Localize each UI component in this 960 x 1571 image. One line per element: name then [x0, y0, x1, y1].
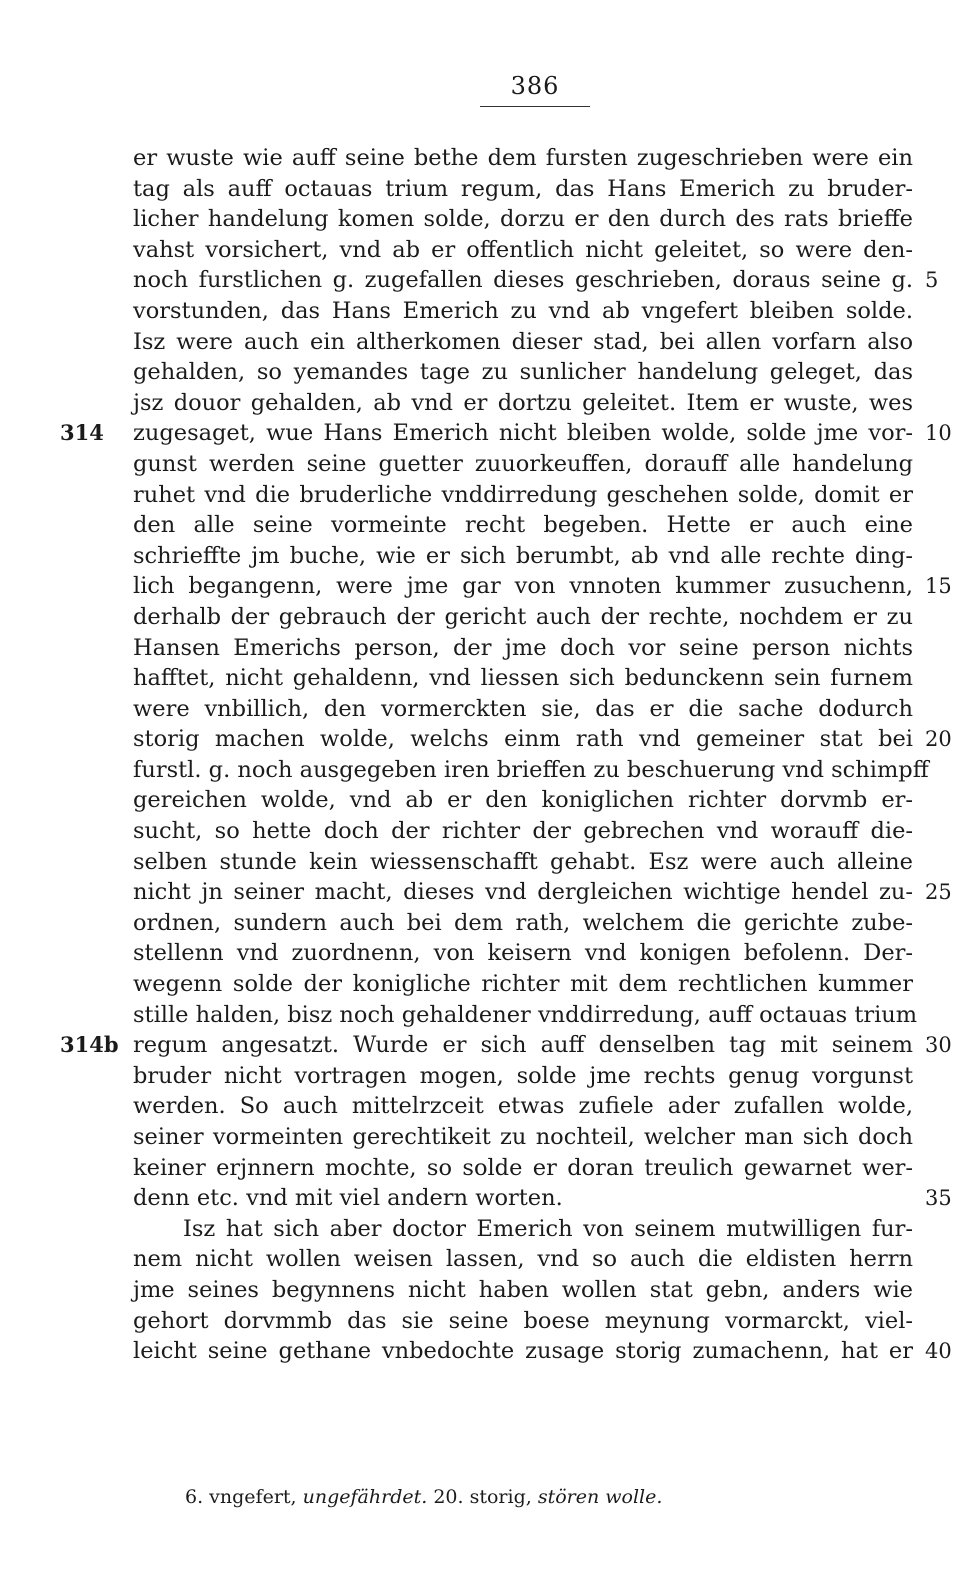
line-text: gehalden, so yemandes tage zu sunlicher handelung geleget, das — [133, 359, 913, 386]
manuscript-folio-marker: 314b — [60, 1032, 119, 1058]
line-number: 40 — [925, 1339, 952, 1364]
text-line — [133, 510, 913, 541]
line-text: den alle seine vormeinte recht begeben. Hette er auch eine — [133, 512, 913, 539]
text-line — [133, 327, 913, 358]
text-line — [133, 1091, 913, 1122]
text-line — [133, 388, 913, 419]
text-line — [133, 877, 952, 908]
text-line — [133, 174, 913, 205]
text-line — [133, 204, 913, 235]
text-line — [133, 265, 939, 296]
line-text: gunst werden seine guetter zuuorkeuffen, dorauff alle handelung — [133, 450, 913, 477]
line-text: vahst vorsichert, vnd ab er offentlich nicht geleitet, so were den- — [133, 236, 913, 263]
line-text: Isz were auch ein altherkomen dieser stad, bei allen vorfarn also — [133, 328, 913, 355]
line-text: noch furstlichen g. zugefallen dieses geschrieben, doraus seine g. — [133, 267, 913, 294]
line-number: 20 — [925, 727, 952, 752]
line-text: denn etc. vnd mit viel andern worten. — [133, 1185, 563, 1212]
text-line — [133, 785, 913, 816]
line-text: tag als auff octauas trium regum, das Hans Emerich zu bruder- — [133, 175, 913, 202]
line-text: leicht seine gethane vnbedochte zusage storig zumachenn, hat er — [133, 1338, 913, 1365]
line-text: seiner vormeinten gerechtikeit zu nochteil, welcher man sich doch — [133, 1124, 913, 1150]
text-line — [133, 724, 952, 755]
text-line — [133, 296, 913, 327]
line-text: were vnbillich, den vormerckten sie, das er die sache dodurch — [133, 695, 913, 722]
text-line — [133, 235, 913, 266]
line-text: er wuste wie auff seine bethe dem fursten zugeschrieben were ein — [133, 145, 913, 171]
text-line — [133, 1000, 918, 1031]
line-text: derhalb der gebrauch der gericht auch der rechte, nochdem er zu — [133, 603, 913, 630]
footnote-gloss-6: ungefährdet. — [302, 1486, 428, 1508]
line-text: Isz hat sich aber doctor Emerich von seinem mutwilligen fur- — [183, 1215, 913, 1242]
text-line — [133, 1275, 913, 1306]
line-text: stellenn vnd zuordnenn, von keisern vnd konigen befolenn. Der- — [133, 940, 913, 967]
text-line — [60, 1030, 952, 1061]
line-text: bruder nicht vortragen mogen, solde jme rechts genug vorgunst — [133, 1062, 913, 1089]
text-line — [60, 418, 952, 449]
text-line — [133, 357, 913, 388]
line-text: stille halden, bisz noch gehaldener vnddirredung, auff octauas trium — [133, 1001, 918, 1028]
text-line — [133, 602, 913, 633]
page-number: 386 — [510, 72, 560, 100]
line-text: jme seines begynnens nicht haben wollen stat gebn, anders wie — [133, 1276, 913, 1303]
line-text: Hansen Emerichs person, der jme doch vor seine person nichts — [133, 634, 913, 661]
text-line — [133, 480, 913, 511]
line-number: 10 — [925, 421, 952, 446]
line-text: hafftet, nicht gehaldenn, vnd liessen sich bedunckenn sein furnem — [133, 665, 913, 692]
line-text: keiner erjnnern mochte, so solde er doran treulich gewarnet wer- — [133, 1154, 913, 1181]
text-line — [133, 1061, 913, 1092]
text-line — [133, 969, 913, 1000]
line-text: lich begangenn, were jme gar von vnnoten kummer zusuchenn, — [133, 573, 913, 600]
text-line — [133, 1336, 952, 1367]
text-line — [133, 633, 913, 664]
text-line — [133, 143, 913, 174]
footnote-ref-20: 20. storig, — [433, 1486, 532, 1508]
text-line — [133, 938, 913, 969]
text-line — [133, 571, 952, 602]
text-line — [133, 694, 913, 725]
line-text: ruhet vnd die bruderliche vnddirredung geschehen solde, domit er — [133, 481, 913, 508]
text-line — [133, 908, 913, 939]
line-text: selben stunde kein wiessenschafft gehabt. Esz were auch alleine — [133, 848, 913, 875]
page-number-rule — [480, 106, 590, 107]
text-line — [133, 1153, 913, 1184]
footnote-gloss-20: stören wolle. — [537, 1486, 663, 1508]
line-number: 5 — [925, 268, 939, 293]
line-number: 25 — [925, 880, 952, 905]
line-number: 35 — [925, 1186, 952, 1211]
line-text: nicht jn seiner macht, dieses vnd dergleichen wichtige hendel zu- — [133, 879, 913, 906]
line-text: jsz douor gehalden, ab vnd er dortzu geleitet. Item er wuste, wes — [133, 389, 913, 416]
text-line — [133, 1306, 913, 1337]
text-line — [133, 1183, 952, 1214]
line-number: 30 — [925, 1033, 952, 1058]
line-text: licher handelung komen solde, dorzu er den durch des rats brieffe — [133, 206, 913, 233]
line-text: gehort dorvmmb das sie seine boese meynung vormarckt, viel- — [133, 1307, 913, 1334]
line-text: gereichen wolde, vnd ab er den koniglichen richter dorvmb er- — [133, 787, 913, 814]
text-line — [133, 663, 913, 694]
text-line — [133, 1244, 913, 1275]
text-line — [133, 816, 913, 847]
text-line — [133, 1122, 913, 1153]
text-line — [133, 755, 929, 786]
line-text: storig machen wolde, welchs einm rath vnd gemeiner stat bei — [133, 726, 913, 753]
line-text: furstl. g. noch ausgegeben iren brieffen zu beschuerung vnd schimpff — [133, 756, 929, 783]
line-text: wegenn solde der konigliche richter mit dem rechtlichen kummer — [133, 971, 913, 998]
line-text: vorstunden, das Hans Emerich zu vnd ab vngefert bleiben solde. — [133, 297, 913, 324]
line-text: nem nicht wollen weisen lassen, vnd so auch die eldisten herrn — [133, 1246, 913, 1273]
line-text: regum angesatzt. Wurde er sich auff denselben tag mit seinem — [133, 1032, 913, 1059]
text-line — [133, 541, 913, 572]
line-text: werden. So auch mittelrzceit etwas zufiele ader zufallen wolde, — [133, 1093, 913, 1120]
text-line — [133, 847, 913, 878]
text-line — [133, 1214, 913, 1245]
line-text: zugesaget, wue Hans Emerich nicht bleiben wolde, solde jme vor- — [133, 420, 913, 447]
line-number: 15 — [925, 574, 952, 599]
body-text — [60, 143, 952, 1367]
footnote — [185, 1486, 885, 1508]
line-text: ordnen, sundern auch bei dem rath, welchem die gerichte zube- — [133, 909, 913, 936]
line-text: sucht, so hette doch der richter der gebrechen vnd worauff die- — [133, 818, 913, 845]
line-text: schrieffte jm buche, wie er sich berumbt, ab vnd alle rechte ding- — [133, 542, 913, 569]
manuscript-folio-marker: 314 — [60, 420, 104, 446]
footnote-ref-6: 6. vngefert, — [185, 1486, 297, 1508]
text-line — [133, 449, 913, 480]
